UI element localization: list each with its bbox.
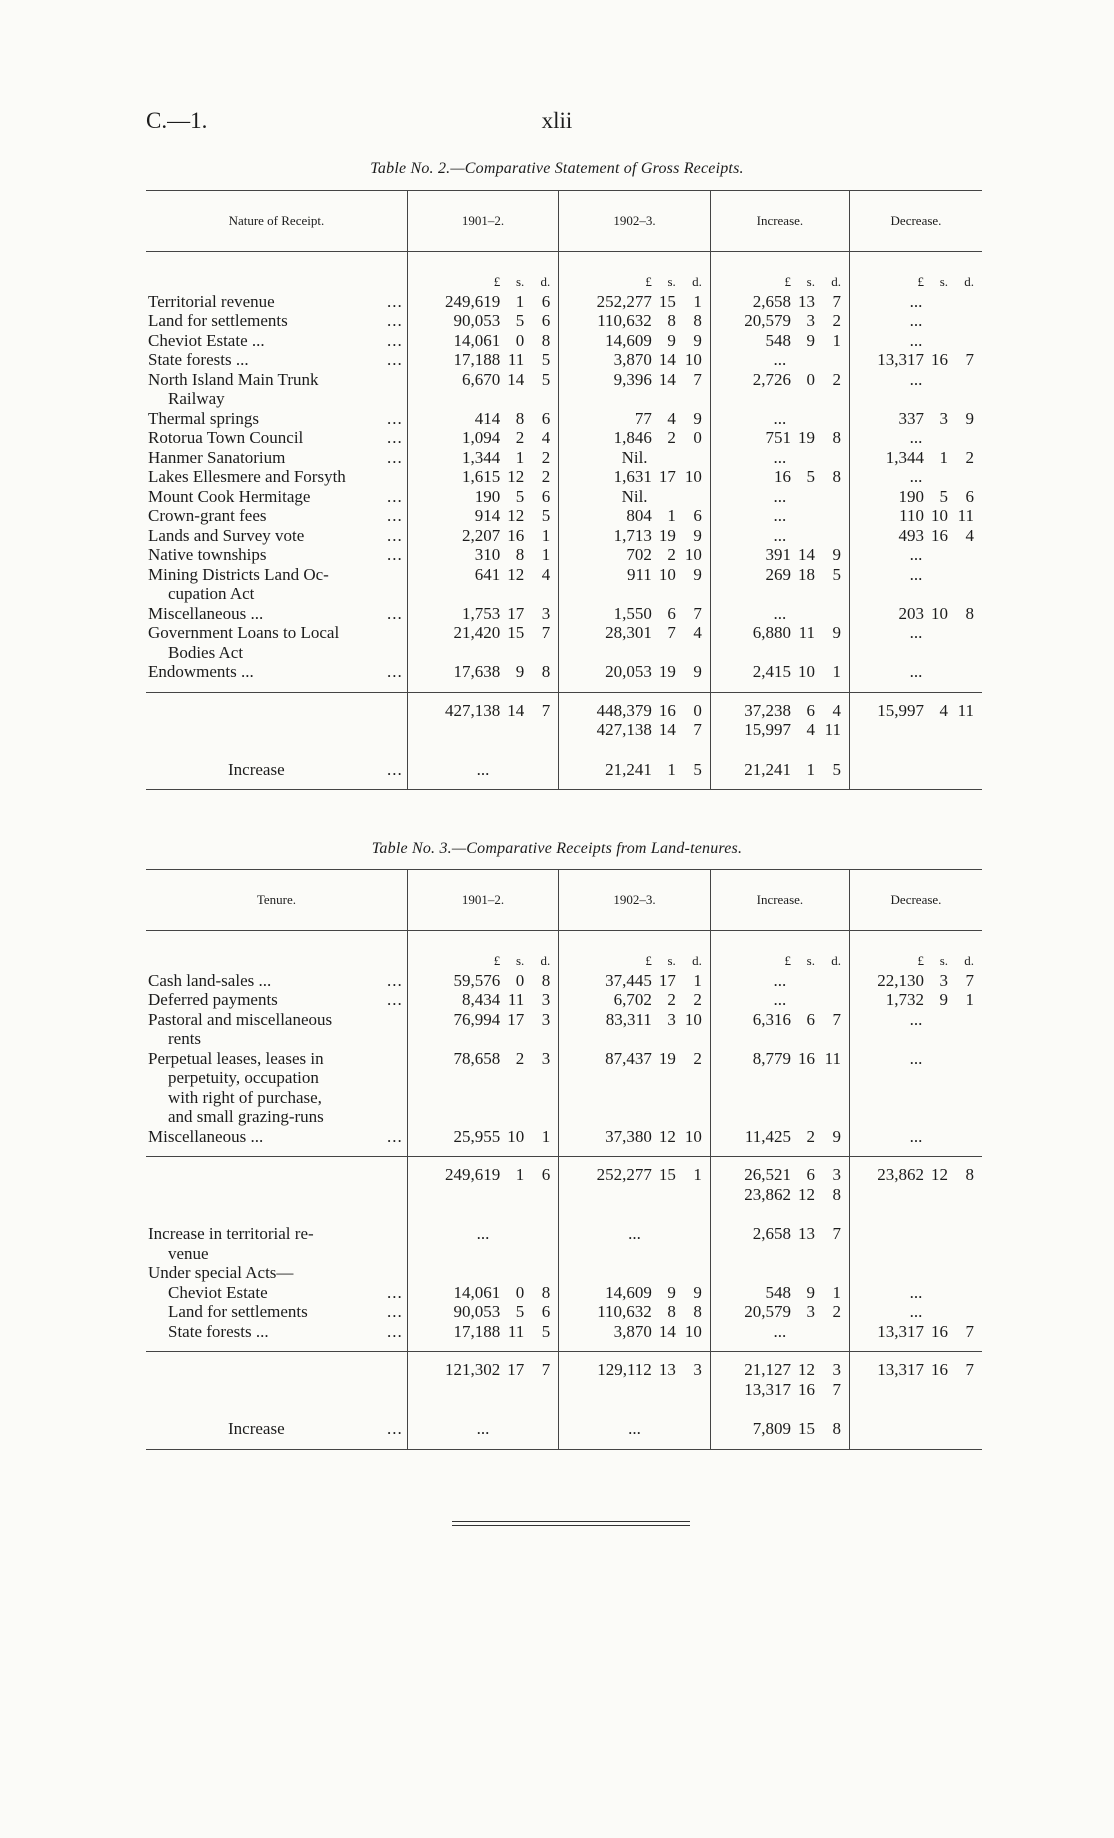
amount: 14,609 9 9 <box>605 1282 702 1302</box>
row-label: Lakes Ellesmere and Forsyth <box>148 467 346 486</box>
row-label: ... Cheviot Estate ... <box>148 330 403 350</box>
amount: 6,316 6 7 <box>752 1009 841 1029</box>
table3-col-tenure: Tenure. <box>256 892 296 908</box>
amount: 11,425 2 9 <box>744 1126 841 1146</box>
table2 <box>146 190 982 790</box>
row-label: ... Land for settlements <box>168 1302 403 1321</box>
table2-col-increase: Increase. <box>710 191 849 252</box>
amount: 269 18 5 <box>765 564 841 584</box>
amount-placeholder: ... <box>909 662 923 681</box>
row-label: ... Lands and Survey vote <box>148 525 403 545</box>
amount: 13,317 16 7 <box>877 1321 974 1341</box>
amount-placeholder: ... <box>909 428 923 447</box>
row-label: ... Miscellaneous ... <box>148 603 403 623</box>
amount: 14,061 0 8 <box>453 330 551 350</box>
row-label: ... Territorial revenue <box>148 291 403 311</box>
amount: 493 16 4 <box>898 525 974 545</box>
amount: 8,779 16 11 <box>752 1048 841 1068</box>
amount: 1,615 12 2 <box>462 467 551 486</box>
amount-placeholder: ... <box>909 1302 923 1321</box>
amount: 1,631 17 10 <box>613 467 702 486</box>
table-row <box>146 350 982 370</box>
amount: 25,955 10 1 <box>453 1126 551 1146</box>
amount-placeholder: ... <box>909 1009 923 1029</box>
amount: 548 9 1 <box>765 330 841 350</box>
amount: 21,420 15 7 <box>453 623 551 642</box>
table3-caption: Table No. 3.—Comparative Receipts from Land-tenures. <box>371 840 743 857</box>
amount: 641 12 4 <box>474 564 551 584</box>
amount: 21,241 1 5 <box>605 759 702 779</box>
amount-placeholder: ... <box>773 970 787 990</box>
amount: 87,437 19 2 <box>605 1048 702 1068</box>
units: £ s. d. <box>784 953 841 968</box>
amount-placeholder: ... <box>628 1224 641 1243</box>
amount: 6,880 11 9 <box>752 623 841 642</box>
amount: 702 2 10 <box>626 545 702 564</box>
row-label: ... Endowments ... <box>148 662 403 681</box>
table-row <box>146 623 982 662</box>
row-label: ... Crown-grant fees <box>148 506 403 525</box>
amount: 548 9 1 <box>765 1282 841 1302</box>
row-label: North Island Main Trunk Railway <box>148 369 319 408</box>
table-row <box>146 662 982 682</box>
amount-placeholder: ... <box>773 506 787 525</box>
table2-header-row <box>146 191 982 252</box>
amount: 3,870 14 10 <box>613 1321 702 1341</box>
amount: 427,138 14 7 <box>596 720 702 739</box>
row-label: ... Rotorua Town Council <box>148 428 403 447</box>
table2-caption: Table No. 2.—Comparative Statement of Gross Receipts. <box>370 160 744 177</box>
amount-placeholder: ... <box>909 564 923 584</box>
amount: 17,188 11 5 <box>453 1321 551 1341</box>
amount: 37,380 12 10 <box>605 1126 702 1146</box>
row-label: Pastoral and miscellaneous rents <box>148 1009 333 1048</box>
table3-col-1902: 1902–3. <box>559 870 711 931</box>
amount: 252,277 15 1 <box>596 1165 702 1184</box>
amount: 190 5 6 <box>474 486 551 506</box>
page-number: xlii <box>541 108 573 133</box>
amount: 110 10 11 <box>899 506 974 525</box>
row-label: ... State forests ... <box>148 350 403 369</box>
totals-row <box>146 692 982 746</box>
table3-col-1901: 1901–2. <box>407 870 559 931</box>
amount-placeholder: ... <box>628 1419 641 1438</box>
amount-placeholder: ... <box>773 603 787 623</box>
units: £ s. d. <box>493 953 551 968</box>
table-row <box>146 1322 982 1342</box>
amount-placeholder: ... <box>909 545 923 564</box>
units: £ s. d. <box>917 274 974 289</box>
amount: 804 1 6 <box>626 506 702 525</box>
amount: 1,344 1 2 <box>462 447 551 467</box>
special-acts-heading-row: Under special Acts— <box>146 1263 982 1283</box>
table-row <box>146 292 982 312</box>
row-label: ... Deferred payments <box>148 990 403 1009</box>
amount: 751 19 8 <box>765 428 841 447</box>
row-label: ... Cash land-sales ... <box>148 970 403 990</box>
table-row <box>146 1127 982 1147</box>
amount: 59,576 0 8 <box>453 970 551 990</box>
amount-placeholder: ... <box>909 330 923 350</box>
row-label: ... State forests ... <box>168 1321 403 1341</box>
amount-placeholder: ... <box>909 291 923 311</box>
amount-placeholder: Nil. <box>621 486 648 506</box>
amount: 28,301 7 4 <box>605 623 702 642</box>
amount: 310 8 1 <box>474 545 551 564</box>
amount: 110,632 8 8 <box>597 311 702 330</box>
units: £ s. d. <box>645 953 702 968</box>
amount: 121,302 17 7 <box>445 1360 551 1379</box>
table2-col-1902: 1902–3. <box>559 191 711 252</box>
table3-header-row <box>146 870 982 931</box>
table2-col-1901: 1901–2. <box>407 191 559 252</box>
table-row <box>146 1283 982 1303</box>
amount: 1,753 17 3 <box>462 603 551 623</box>
row-label: ... Thermal springs <box>148 408 403 428</box>
amount-placeholder: ... <box>773 350 787 369</box>
amount: 203 10 8 <box>898 603 974 623</box>
amount: 8,434 11 3 <box>462 990 551 1009</box>
table-row <box>146 604 982 624</box>
row-label: ... Mount Cook Hermitage <box>148 486 403 506</box>
table-row <box>146 311 982 331</box>
amount: 76,994 17 3 <box>453 1009 551 1029</box>
table-row <box>146 1010 982 1049</box>
table3-col-decrease: Decrease. <box>849 870 982 931</box>
amount-placeholder: ... <box>773 486 787 506</box>
amount: 3,870 14 10 <box>613 350 702 369</box>
amount-placeholder: ... <box>476 1224 490 1243</box>
amount: 6,670 14 5 <box>462 369 551 389</box>
increase-row: ... Increase ... ... 7,809 15 8 <box>146 1405 982 1449</box>
row-label: ... Hanmer Sanatorium <box>148 447 403 467</box>
amount: 90,053 5 6 <box>453 311 551 330</box>
row-label: Mining Districts Land Oc- cupation Act <box>148 564 329 603</box>
amount-placeholder: ... <box>909 1126 923 1146</box>
amount: 14,061 0 8 <box>453 1282 551 1302</box>
amount: 13,317 16 7 <box>744 1379 841 1399</box>
amount: 110,632 8 8 <box>597 1302 702 1321</box>
amount: 914 12 5 <box>474 506 551 525</box>
end-rule <box>452 1521 690 1526</box>
table-row <box>146 448 982 468</box>
totals-row <box>146 1157 982 1211</box>
amount: 83,311 3 10 <box>605 1009 702 1029</box>
amount: 249,619 1 6 <box>445 1165 551 1184</box>
table-row <box>146 370 982 409</box>
row-label: ... Land for settlements <box>148 311 403 330</box>
units-row <box>146 252 982 292</box>
amount: 414 8 6 <box>474 408 551 428</box>
amount: 337 3 9 <box>898 408 974 428</box>
amount: 190 5 6 <box>898 486 974 506</box>
units-row <box>146 931 982 971</box>
amount: 17,638 9 8 <box>453 662 551 681</box>
amount: 21,241 1 5 <box>744 759 841 779</box>
amount: 20,579 3 2 <box>744 1302 841 1321</box>
table-row <box>146 1049 982 1127</box>
table3-col-increase: Increase. <box>710 870 849 931</box>
amount: 2,658 13 7 <box>752 291 841 311</box>
row-label: ... Miscellaneous ... <box>148 1126 403 1146</box>
row-label: Perpetual leases, leases in perpetuity, occupation with right of purchase, and small grazing-runs <box>148 1048 324 1126</box>
table-row <box>146 409 982 429</box>
amount: 17,188 11 5 <box>453 350 551 369</box>
amount-placeholder: Nil. <box>621 447 648 467</box>
units: £ s. d. <box>645 274 702 289</box>
table-row <box>146 971 982 991</box>
amount: 23,862 12 8 <box>877 1165 974 1184</box>
amount: 1,094 2 4 <box>462 428 551 447</box>
table-row <box>146 1302 982 1322</box>
amount-placeholder: ... <box>909 1048 923 1068</box>
table-row <box>146 565 982 604</box>
amount: 2,658 13 7 <box>752 1224 841 1243</box>
amount: 1,846 2 0 <box>613 428 702 447</box>
amount: 391 14 9 <box>765 545 841 564</box>
increase-row: ... Increase ... 21,241 1 5 21,241 1 5 <box>146 746 982 790</box>
amount: 77 4 9 <box>634 408 702 428</box>
table-row <box>146 487 982 507</box>
table2-col-decrease: Decrease. <box>849 191 982 252</box>
amount: 21,127 12 3 <box>744 1360 841 1379</box>
amount: 37,238 6 4 <box>744 700 841 720</box>
table-row <box>146 990 982 1010</box>
amount: 26,521 6 3 <box>744 1165 841 1184</box>
page-code: C.—1. <box>146 108 208 133</box>
amount-placeholder: ... <box>909 1282 923 1302</box>
territorial-increase-row: Increase in territorial re- venue ... ... 2,658 13 7 <box>146 1210 982 1263</box>
amount: 1,344 1 2 <box>885 447 974 467</box>
amount: 20,579 3 2 <box>744 311 841 330</box>
units: £ s. d. <box>784 274 841 289</box>
amount: 427,138 14 7 <box>445 700 551 720</box>
amount-placeholder: ... <box>909 623 923 642</box>
table3 <box>146 869 982 1450</box>
amount: 23,862 12 8 <box>744 1184 841 1204</box>
amount-placeholder: ... <box>773 990 787 1009</box>
amount: 22,130 3 7 <box>877 970 974 990</box>
amount: 252,277 15 1 <box>596 291 702 311</box>
amount: 2,415 10 1 <box>752 662 841 681</box>
amount-placeholder: ... <box>476 1419 490 1438</box>
amount: 2,207 16 1 <box>462 525 551 545</box>
amount: 15,997 4 11 <box>744 720 841 739</box>
amount: 16 5 8 <box>773 467 841 486</box>
amount-placeholder: ... <box>773 525 787 545</box>
amount-placeholder: ... <box>773 408 787 428</box>
amount: 448,379 16 0 <box>596 700 702 720</box>
amount: 90,053 5 6 <box>453 1302 551 1321</box>
table-row <box>146 331 982 351</box>
amount: 9,396 14 7 <box>613 369 702 389</box>
amount: 13,317 16 7 <box>877 1360 974 1379</box>
amount: 15,997 4 11 <box>877 700 974 720</box>
row-label: ... Cheviot Estate <box>168 1282 403 1302</box>
amount-placeholder: ... <box>909 311 923 330</box>
amount: 129,112 13 3 <box>597 1360 702 1379</box>
amount: 37,445 17 1 <box>605 970 702 990</box>
table2-col-nature: Nature of Receipt. <box>228 213 325 229</box>
amount: 20,053 19 9 <box>605 662 702 681</box>
special-totals-row <box>146 1352 982 1406</box>
amount-placeholder: ... <box>909 467 923 486</box>
row-label: ... Native townships <box>148 545 403 564</box>
amount: 14,609 9 9 <box>605 330 702 350</box>
amount: 1,732 9 1 <box>885 990 974 1009</box>
amount: 1,713 19 9 <box>613 525 702 545</box>
table-row <box>146 545 982 565</box>
amount: 78,658 2 3 <box>453 1048 551 1068</box>
units: £ s. d. <box>493 274 551 289</box>
table-row <box>146 506 982 526</box>
table-row <box>146 428 982 448</box>
amount: 2,726 0 2 <box>752 369 841 389</box>
amount-placeholder: ... <box>773 1321 787 1341</box>
amount-placeholder: ... <box>909 369 923 389</box>
amount: 249,619 1 6 <box>445 291 551 311</box>
amount: 6,702 2 2 <box>613 990 702 1009</box>
amount: 1,550 6 7 <box>613 603 702 623</box>
units: £ s. d. <box>917 953 974 968</box>
table-row <box>146 526 982 546</box>
table-row <box>146 467 982 487</box>
amount-placeholder: ... <box>476 759 490 779</box>
amount: 911 10 9 <box>626 564 702 584</box>
amount: 13,317 16 7 <box>877 350 974 369</box>
amount-placeholder: ... <box>773 447 787 467</box>
row-label: Government Loans to Local Bodies Act <box>148 623 340 662</box>
amount: 7,809 15 8 <box>752 1419 841 1438</box>
